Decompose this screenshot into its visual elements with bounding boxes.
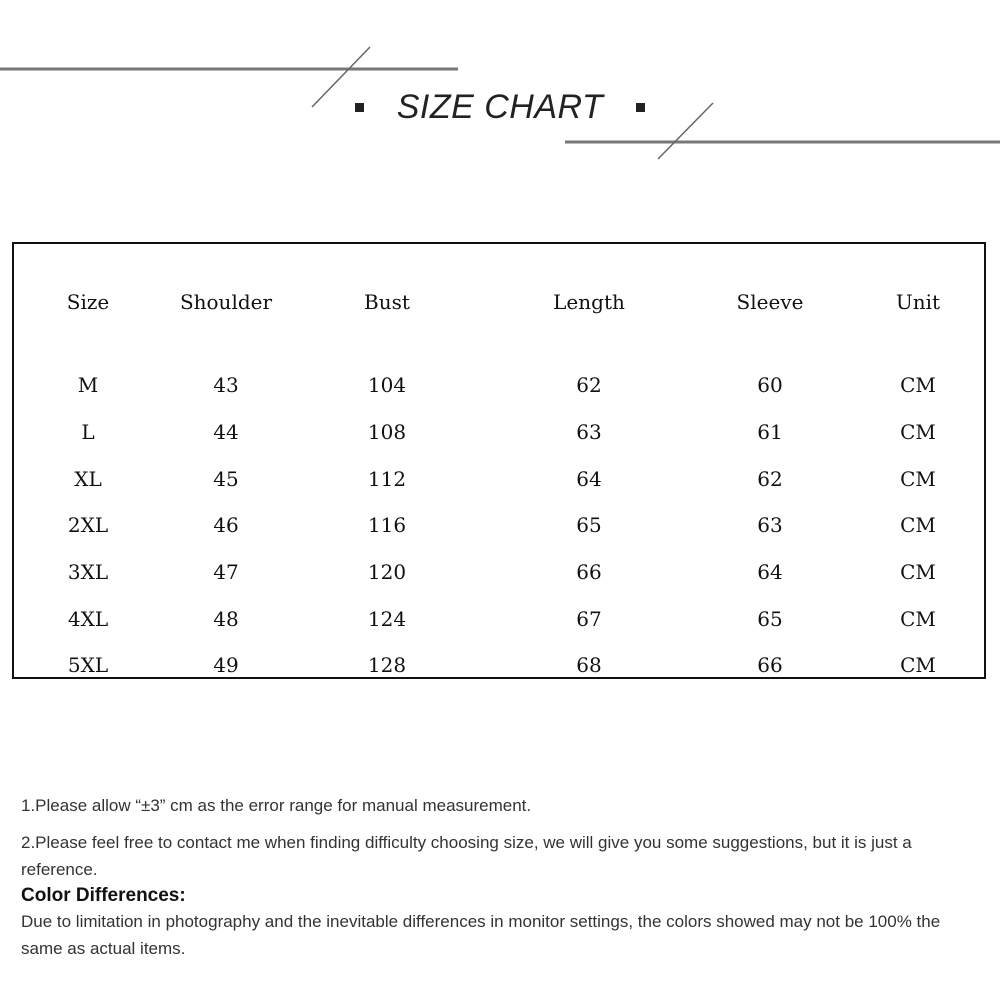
size-table-frame: [12, 242, 986, 679]
cell-sleeve: 64: [757, 560, 783, 585]
cell-unit: CM: [900, 560, 936, 585]
cell-size: 2XL: [67, 513, 109, 538]
cell-shoulder: 47: [213, 560, 239, 585]
cell-shoulder: 43: [213, 373, 239, 398]
cell-bust: 116: [367, 513, 407, 538]
cell-size: 5XL: [67, 653, 109, 678]
cell-sleeve: 61: [757, 420, 783, 445]
cell-length: 65: [576, 513, 602, 538]
size-table: [14, 244, 990, 689]
cell-sleeve: 62: [757, 466, 783, 491]
cell-sleeve: 66: [757, 653, 783, 678]
column-header-bust: Bust: [364, 290, 410, 314]
table-header-row: [14, 244, 990, 362]
cell-size: M: [77, 373, 99, 398]
cell-shoulder: 49: [213, 653, 239, 678]
column-header-shoulder: Shoulder: [179, 290, 273, 314]
left-square-bullet: [355, 103, 364, 112]
cell-size: XL: [74, 466, 102, 491]
column-header-sleeve: Sleeve: [736, 290, 804, 314]
note-contact: 2.Please feel free to contact me when finding difficulty choosing size, we will give you some suggestions, but it is just a reference.: [21, 833, 912, 879]
cell-bust: 124: [367, 606, 407, 631]
table-row: [14, 502, 990, 549]
page-title: SIZE CHART: [396, 88, 604, 126]
cell-bust: 104: [367, 373, 407, 398]
cell-shoulder: 45: [213, 466, 239, 491]
column-header-unit: Unit: [895, 290, 941, 314]
cell-sleeve: 65: [757, 606, 783, 631]
cell-sleeve: 63: [757, 513, 783, 538]
cell-bust: 120: [367, 560, 407, 585]
cell-length: 66: [576, 560, 602, 585]
cell-length: 67: [576, 606, 602, 631]
column-header-size: Size: [66, 290, 110, 314]
cell-length: 62: [576, 373, 602, 398]
notes-section: [21, 792, 986, 962]
cell-unit: CM: [900, 373, 936, 398]
cell-sleeve: 60: [757, 373, 783, 398]
cell-unit: CM: [900, 606, 936, 631]
cell-length: 68: [576, 653, 602, 678]
table-row: [14, 409, 990, 456]
right-square-bullet: [636, 103, 645, 112]
color-differences-text: Due to limitation in photography and the inevitable differences in monitor settings, the colors showed may not be 100% the same as actual items.: [21, 912, 941, 958]
cell-length: 64: [576, 466, 602, 491]
cell-bust: 128: [367, 653, 407, 678]
cell-unit: CM: [900, 653, 936, 678]
column-header-length: Length: [553, 290, 625, 314]
table-row: [14, 455, 990, 502]
cell-unit: CM: [900, 420, 936, 445]
table-row: [14, 362, 990, 409]
cell-bust: 112: [367, 466, 407, 491]
table-row: [14, 595, 990, 642]
cell-size: L: [81, 420, 95, 445]
cell-bust: 108: [367, 420, 407, 445]
note-measurement: 1.Please allow “±3” cm as the error range for manual measurement.: [21, 796, 532, 815]
cell-shoulder: 48: [213, 606, 239, 631]
table-body: [14, 362, 990, 689]
cell-shoulder: 44: [213, 420, 239, 445]
cell-size: 3XL: [67, 560, 109, 585]
cell-unit: CM: [900, 513, 936, 538]
cell-length: 63: [576, 420, 602, 445]
color-differences-title: Color Differences:: [21, 885, 186, 906]
table-row: [14, 549, 990, 596]
size-chart-header: [0, 88, 1000, 127]
cell-size: 4XL: [67, 606, 109, 631]
table-row: [14, 642, 990, 689]
cell-shoulder: 46: [213, 513, 239, 538]
cell-unit: CM: [900, 466, 936, 491]
